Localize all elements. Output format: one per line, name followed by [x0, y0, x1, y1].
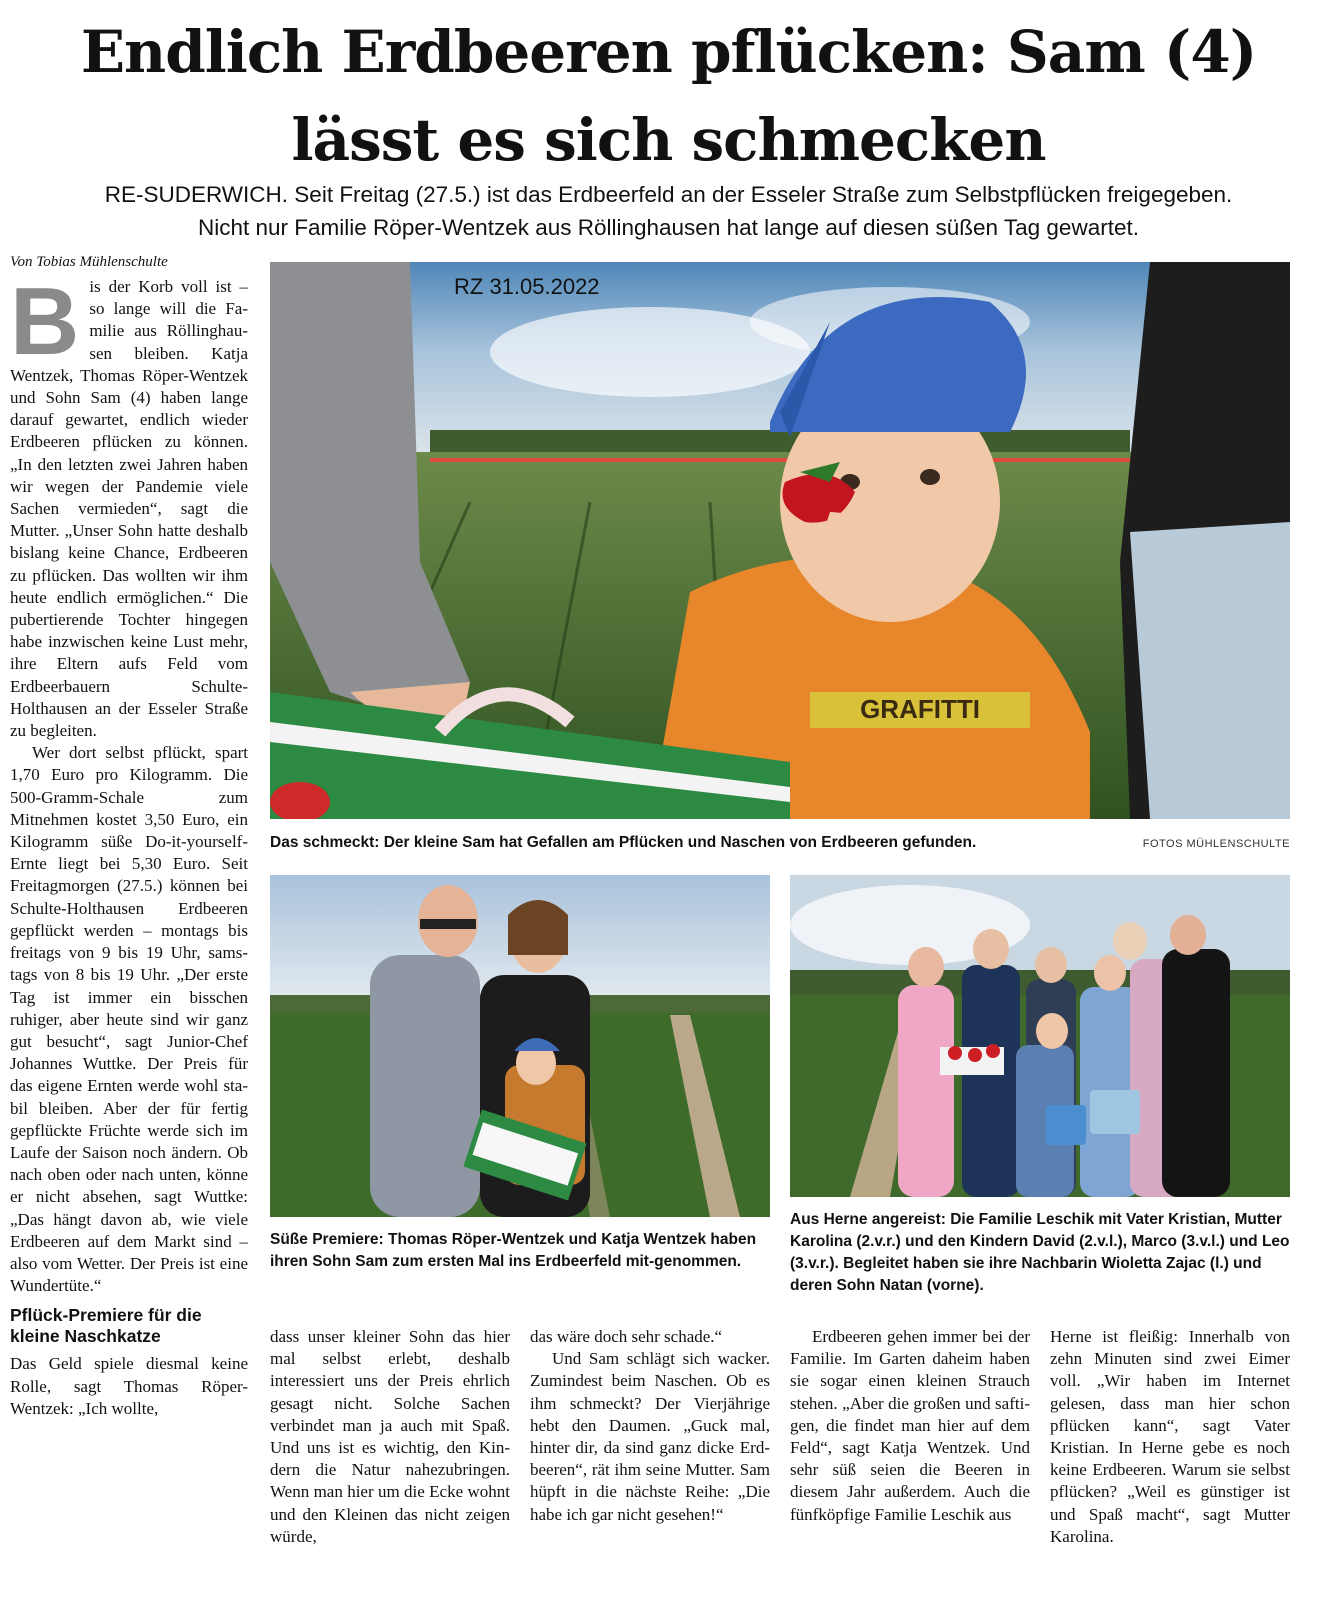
main-photo [270, 262, 1290, 819]
shirt-print: GRAFITTI [860, 694, 980, 724]
paragraph: Wer dort selbst pflückt, spart 1,70 Euro pro Kilogramm. Die 500-Gramm-Schale zum Mitnehmen kostet 3,50 Euro, ein Kilogramm süße Do-it-yourself-Ernte liegt bei 5,30 Euro. Seit Freitagmorgen (27.5.) können bei Schulte-Holthausen Erdbeeren gepflückt werden – montags bis freitags von 9 bis 19 Uhr, samstags von 8 bis 19 Uhr. „Der erste Tag ist immer ein bisschen ruhiger, aber heute sind wir ganz gut besucht“, sagt Junior-Chef Johannes Wuttke. Der Preis für das eigene Ernten werde wohl stabil bleiben. Aber der für fertig gepflückte Früchte werde sich im Laufe der Saison noch ändern. Ob nach oben oder nach unten, könne er nicht absehen, sagt Wuttke: „Das hängt davon ab, wie viele Erdbeeren auf dem Markt sind – also vom Wetter. Der Preis ist eine Wundertüte.“ [10, 743, 248, 1296]
date-stamp: RZ 31.05.2022 [454, 274, 600, 299]
headline [20, 8, 1317, 184]
paragraph: Erdbeeren gehen immer bei der Familie. Im Garten daheim haben sie sogar einen kleinen Strauch stehen. „Aber die großen und saftigen, die findet man hier auf dem Feld“, sagt Katja Wentzek. Und sehr süß seien die Beeren in diesem Jahr außerdem. Auch die fünfköpfige Familie Leschik aus [790, 1327, 1030, 1524]
byline: Von Tobias Mühlenschulte [10, 254, 168, 270]
right-photo-illustration [790, 875, 1290, 1197]
article-column-2 [270, 1326, 510, 1548]
main-photo-illustration [270, 262, 1290, 819]
paragraph: dass unser kleiner Sohn das hier mal selbst erlebt, deshalb interessiert uns der Preis ehrlich gesagt nicht. Solche Sachen verbindet man ja auch mit Spaß. Und uns ist es wichtig, den Kindern die Natur nahezubringen. Wenn man hier um die Ecke wohnt und den Kleinen das nicht zeigen würde, [270, 1327, 510, 1546]
headline-line-1: Endlich Erdbeeren pflücken: Sam (4) [80, 18, 1257, 86]
photo-credit: FOTOS MÜHLENSCHULTE [1142, 838, 1290, 850]
left-photo-caption: Süße Premiere: Thomas Röper-Wentzek und Katja Wentzek haben ihren Sohn Sam zum ersten Mal ins Erdbeerfeld mit-genommen. [270, 1231, 757, 1270]
paragraph: is der Korb voll ist – so lange will die Familie aus Röllinghausen bleiben. Katja Wentzek, Thomas Röper-Wentzek und Sohn Sam (4) haben lange darauf gewartet, endlich wieder Erdbeeren pflücken zu können. „In den letzten zwei Jahren haben wir wegen der Pandemie viele Sachen vermieden“, sagt die Mutter. „Unser Sohn hatte deshalb bislang keine Chance, Erdbeeren zu pflücken. Das wollten wir ihm heute endlich ermöglichen.“ Die pubertierende Tochter hingegen habe inzwischen keine Lust mehr, ihre Eltern aufs Feld vom Erdbeerbauern Schulte-Holthausen an der Esseler Straße zu begleiten. [10, 277, 248, 741]
paragraph: Herne ist fleißig: Innerhalb von zehn Minuten sind zwei Eimer voll. „Wir haben im Internet gelesen, dass man hier schon pflücken kann“, sagt Vater Kristian. In Herne gebe es noch keine Erdbeeren. Warum sie selbst pflücken? „Weil es günstiger ist und Spaß macht“, sagt Mutter Karolina. [1050, 1327, 1290, 1546]
lead-paragraph [20, 178, 1317, 244]
paragraph: das wäre doch sehr schade.“ [530, 1327, 723, 1346]
main-photo-caption: Das schmeckt: Der kleine Sam hat Gefallen am Pflücken und Naschen von Erdbeeren gefunden. [270, 834, 977, 851]
subheading: Pflück-Premiere für die kleine Naschkatze [10, 1305, 202, 1347]
left-photo-illustration [270, 875, 770, 1217]
paragraph: Und Sam schlägt sich wacker. Zumindest beim Naschen. Ob es ihm schmeckt? Der Vierjährige hebt den Daumen. „Guck mal, hinter dir, da sind ganz dicke Erdbeeren“, rät ihm seine Mutter. Sam hüpft in die nächste Reihe: „Die habe ich gar nicht gesehen!“ [530, 1349, 770, 1524]
article-column-1 [10, 268, 248, 1617]
article-column-5 [1050, 1326, 1290, 1548]
paragraph: Das Geld spiele diesmal keine Rolle, sagt Thomas Röper-Wentzek: „Ich wollte, [10, 1354, 248, 1418]
right-photo-caption: Aus Herne angereist: Die Familie Leschik mit Vater Kristian, Mutter Karolina (2.v.r.) und den Kindern David (2.v.l.), Marco (3.v.l.) und Leo (3.v.r.). Begleitet haben sie ihre Nachbarin Wioletta Zajac (l.) und deren Sohn Natan (vorne). [790, 1211, 1290, 1294]
dropcap: B [10, 268, 80, 375]
lead-line-1: RE-SUDERWICH. Seit Freitag (27.5.) ist das Erdbeerfeld an der Esseler Straße zum Selbstpflücken freigegeben. [104, 182, 1233, 207]
article-column-3 [530, 1326, 770, 1526]
left-photo [270, 875, 770, 1217]
article-column-4 [790, 1326, 1030, 1526]
headline-line-2: lässt es sich schmecken [291, 106, 1046, 174]
right-photo [790, 875, 1290, 1197]
lead-line-2: Nicht nur Familie Röper-Wentzek aus Röllinghausen hat lange auf diesen süßen Tag gewartet. [198, 215, 1139, 240]
